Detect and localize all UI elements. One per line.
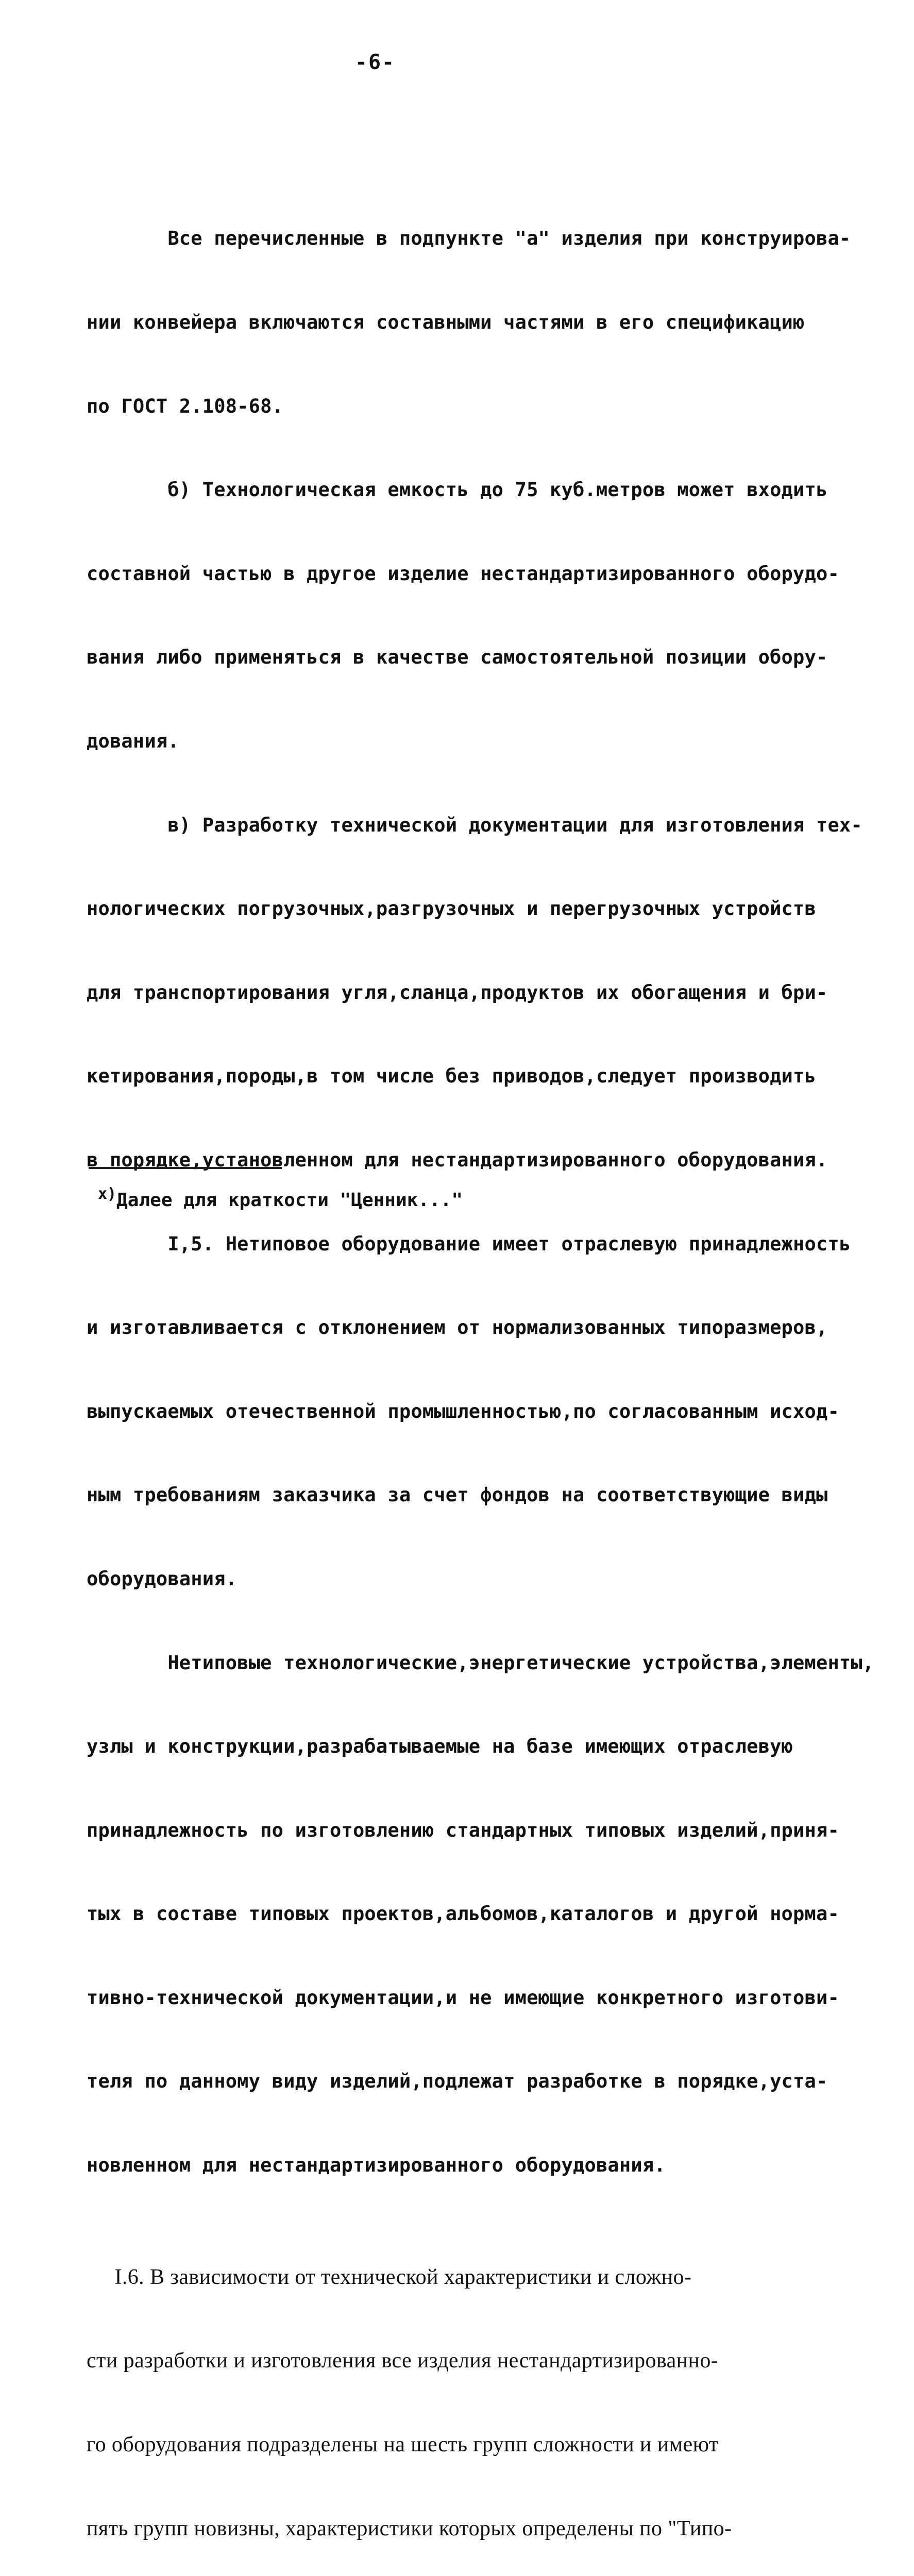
text-line: принадлежность по изготовлению стандартных типовых изделий,приня- bbox=[87, 1819, 839, 1841]
text-line: в) Разработку технической документации для изготовления тех- bbox=[87, 814, 862, 836]
text-line: для транспортирования угля,сланца,продуктов их обогащения и бри- bbox=[87, 981, 828, 1004]
footnote-divider bbox=[89, 1167, 282, 1169]
text-line: вания либо применяться в качестве самостоятельной позиции обору- bbox=[87, 646, 828, 669]
text-line: новленном для нестандартизированного оборудования. bbox=[87, 2154, 666, 2177]
text-line: оборудования. bbox=[87, 1567, 238, 1590]
text-line: Все перечисленные в подпункте "а" изделия при конструирова- bbox=[87, 227, 851, 250]
text-line: нологических погрузочных,разгрузочных и перегрузочных устройств bbox=[87, 897, 816, 920]
text-line: составной частью в другое изделие нестандартизированного оборудо- bbox=[87, 562, 839, 585]
text-line: узлы и конструкции,разрабатываемые на базе имеющих отраслевую bbox=[87, 1735, 793, 1758]
page-number: -6- bbox=[354, 50, 396, 74]
text-line: I.6. В зависимости от технической характеристики и сложно- bbox=[87, 2265, 692, 2289]
text-line: теля по данному виду изделий,подлежат разработке в порядке,уста- bbox=[87, 2070, 828, 2093]
text-line: тивно-технической документации,и не имеющие конкретного изготови- bbox=[87, 1986, 839, 2009]
text-line: ным требованиям заказчика за счет фондов на соответствующие виды bbox=[87, 1484, 828, 1506]
text-line: дования. bbox=[87, 730, 179, 752]
text-line: го оборудования подразделены на шесть групп сложности и имеют bbox=[87, 2433, 719, 2457]
text-line: по ГОСТ 2.108-68. bbox=[87, 395, 284, 417]
footnote-mark: x) bbox=[98, 1185, 117, 1203]
text-line: и изготавливается с отклонением от нормализованных типоразмеров, bbox=[87, 1316, 828, 1339]
text-line: пять групп новизны, характеристики которых определены по "Типо- bbox=[87, 2516, 732, 2540]
text-line: Нетиповые технологические,энергетические устройства,элементы, bbox=[87, 1651, 874, 1674]
text-line: б) Технологическая емкость до 75 куб.метров может входить bbox=[87, 479, 828, 501]
text-line: сти разработки и изготовления все изделия нестандартизированно- bbox=[87, 2349, 719, 2373]
footnote-text: Далее для краткости "Ценник..." bbox=[116, 1190, 463, 1211]
text-line: кетирования,породы,в том числе без приводов,следует производить bbox=[87, 1065, 816, 1088]
text-line: выпускаемых отечественной промышленностью,по согласованным исход- bbox=[87, 1400, 839, 1422]
text-line: в порядке,установленном для нестандартизированного оборудования. bbox=[87, 1148, 828, 1171]
text-line: I,5. Нетиповое оборудование имеет отраслевую принадлежность bbox=[87, 1232, 851, 1255]
footnote bbox=[98, 1185, 463, 1211]
text-line: тых в составе типовых проектов,альбомов,каталогов и другой норма- bbox=[87, 1903, 839, 1925]
body-text bbox=[87, 169, 874, 2576]
text-line: нии конвейера включаются составными частями в его спецификацию bbox=[87, 311, 805, 333]
